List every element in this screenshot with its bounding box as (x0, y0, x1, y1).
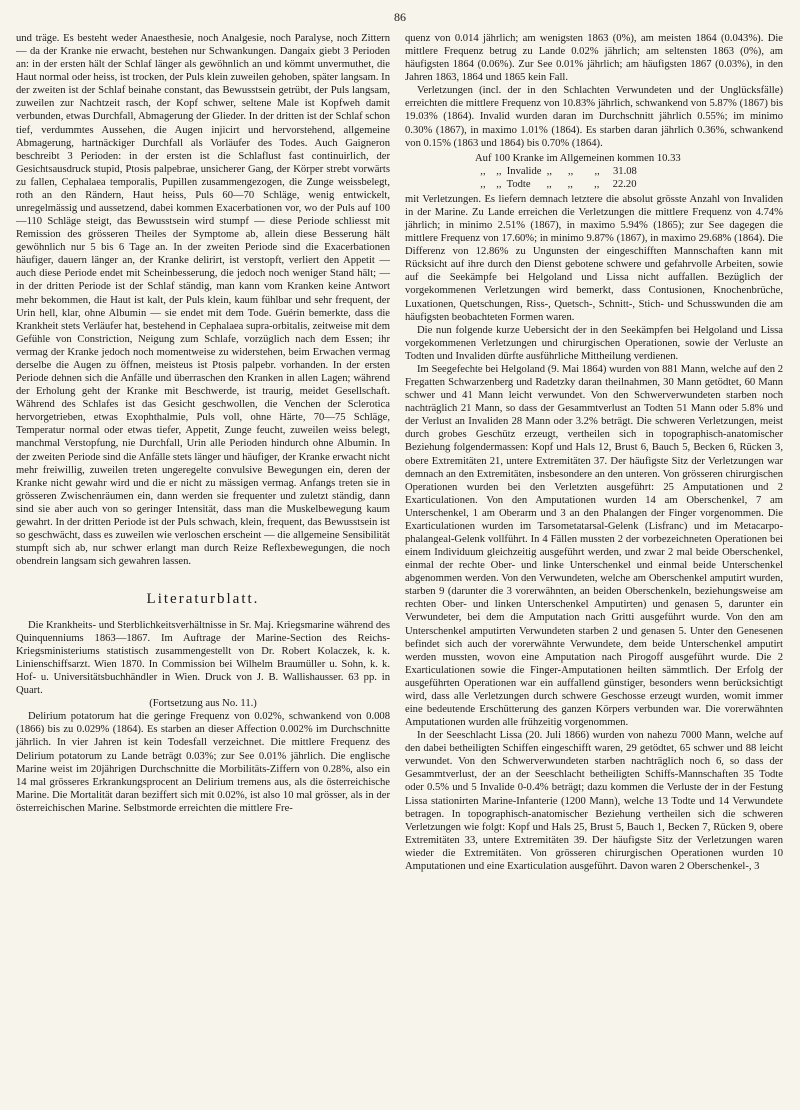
section-heading: Literaturblatt. (146, 591, 260, 608)
stats-line: Auf 100 Kranke im Allgemeinen kommen 10.33 (475, 152, 681, 164)
paragraph: In der Seeschlacht Lissa (20. Juli 1866) wurden von nahezu 7000 Mann, welche auf den dabei betheiligten Schiffen eingeschifft waren, 29 getödtet, 65 schwer und 88 leicht verwundet. Von den Schwerverwundeten starben nachträglich noch 6, so dass der Gesammtverlust, der an der Seeschlacht betheiligten Schiffs-Mannschaften 35 Todte oder 0.5% und 5 Invalide 0-0.4% beträgt; dazu kommen die Verluste der in der Festung Lissa stationirten Marine-Infanterie (1200 Mann), welche 13 Todte und 14 Verwundete betragen. In topographisch-anatomischer Beziehung vertheilen sich die schweren Verletzungen wie folgt: Kopf und Hals 25, Brust 5, Bauch 1, Becken 7, Rücken 9, obere Extremitäten 33, untere Extremitäten 39. Der häufigste Sitz der Verletzungen waren wieder die Extremitäten. Von grösseren chirurgischen Operationen wurden 10 Amputationen und eine Exarticulation ausgeführt. Davon waren 2 Oberschenkel-, 3 (405, 730, 783, 872)
paragraph: Delirium potatorum hat die geringe Frequenz von 0.02%, schwankend von 0.008 (1866) bis zu 0.029% (1864). Es starben an dieser Affection 0.002% im Durchschnitte jährlich. In vier Jahren ist kein Todesfall verzeichnet. Die mittlere Frequenz des Delirium potatorum zu Lande beträgt 0.03%; zur See 0.01% jährlich. Die englische Marine weist im 20jährigen Durchschnitte die Morbilitäts-Ziffern von 0.28%, also ein 14 mal grösseres Erkrankungsprocent an Delirium tremens aus, als die österreichische Marine. Die Mortalität daran beziffert sich mit 0.02%, ist also 10 mal grösser, als in der österreichischen Marine. Selbstmorde erreichten die mittlere Fre- (16, 711, 390, 814)
stats-block (475, 152, 783, 191)
left-column (16, 32, 390, 815)
page-number: 86 (394, 10, 406, 24)
stats-line: ,, ,, Todte ,, ,, ,, 22.20 (475, 178, 637, 190)
stats-line: ,, ,, Invalide ,, ,, ,, 31.08 (475, 165, 637, 177)
paragraph: und träge. Es besteht weder Anaesthesie, noch Analgesie, noch Paralyse, noch Zittern — da der Kranke nie erwacht, bestehen nur Schwankungen. Dangaix giebt 3 Perioden an: in der ersten hält der Schlaf länger als gewöhnlich an und kömmt unvermuthet, die Haut normal oder heiss, ist trocken, der Puls klein zuweilen gehoben, später langsam. In der zweiten ist der Schlaf beinahe constant, das Bewusstsein getrübt, der Puls langsam, zuweilen zur Nachtzeit rasch, der Kopf schwer, seltene Male ist Kopfweh damit verbunden, etwas Durchfall, Abmagerung der Glieder. In der dritten ist der Schlaf schon tief, verdummtes Aussehen, die Augen injicirt und hervorstehend, allgemeine Abmagerung, hartnäckiger Durchfall als Vorläufer des Todes. Auch Gaigneron beschreibt 3 Perioden: in der ersten ist die Schlaflust fast continuirlich, der Gesichtsausdruck stupid, Ptosis palpebrae, unsicherer Gang, der Körper strebt vorwärts zu fallen, Cephalaea temporalis, Pupillen zusammengezogen, die Zunge weissbelegt, roth an den Rändern, Haut heiss, Puls 60—70 Schläge, wenig entwickelt, unregelmässig und aussetzend, dabei kommen Exacerbationen vor, wo der Puls auf 100—110 Schläge steigt, das Bewusstsein wird stumpf — diese Periode schliesst mit Remission des grösseren Theiles der Symptome ab, allein diese Besserung hält gewöhnlich nur 5 bis 6 Tage an. In der zweiten Periode sind die Exacerbationen häufiger, dauern länger an, der Kranke delirirt, ist verstopft, verliert den Appetit — auch diese Periode endet mit Scheinbesserung, die jedoch noch weniger Stand hält; — in der dritten Periode ist der Schlaf ständig, man kann vom Kranken keine Antwort mehr bekommen, die Haut ist kalt, der Puls klein, kaum fühlbar und sehr frequent, der Urin hell, klar, ohne Albumin — sie endet mit dem Tode. Guérin bemerkte, dass die Krankheit stets Verläufer hat, bestehend in Cephalaea supra-orbitalis, zeitweise mit dem Gefühle von Constriction, Neigung zum Schlafe, vorzüglich nach dem Essen; ihr vermag der Kranke jedoch noch momentweise zu widerstehen, beim Erwachen vermag derselbe die Augen zu öffnen, meisteus ist Ptosis palpebr. vorhanden. In der ersten Periode dehnen sich die Anfälle und überraschen den Kranken in allen Lagen; während der Erholung geht der Kranke mit Beschwerde, ist traurig, meidet Gesellschaft. Während des Schlafes ist das Gesicht geschwollen, die Venchen der Sclerotica hervorgetrieben, etwas Exophthalmie, Puls voll, ohne Härte, 70—75 Schläge, Temperatur normal oder etwas tiefer, Appetit, Zunge feucht, zuweilen weiss belegt, manchmal Verstopfung, nie Durchfall, Urin alle Perioden hindurch ohne Albumin. In der zweiten Periode sind die Anfälle stets länger und häufiger, der Kranke erwacht nicht mehr freiwillig, zuweilen treten ungeregelte convulsive Bewegungen ein, deren der Kranke nicht gewahr wird und die er nicht zu mässigen vermag. Anfangs treten sie in grösseren Zwischenräumen ein, dann werden sie frequenter und zuletzt ständig, dann sind sie aber auch von so geringer Intensität, dass man die Muskelbewegung kaum gewahrt. In der dritten Periode ist der Puls schwach, klein, frequent, das Bewusstsein ist so geschwächt, dass es zuweilen wie verloschen erscheint — die allgemeine Sensibilität stumpft sich ab, nur schwer erlangt man durch Reize Reflexbewegungen, die noch obendrein langsam sich gewahren lassen. (16, 33, 390, 568)
paragraph: Im Seegefechte bei Helgoland (9. Mai 1864) wurden von 881 Mann, welche auf den 2 Fregatten Schwarzenberg und Radetzky daran theilnahmen, 30 Mann getödtet, 60 Mann schwer und 41 Mann leicht verwundet. Von den Schwerverwundeten starben noch nachträglich 21 Mann, so dass der Gesammtverlust an Todten 51 Mann oder 5.8% und der Verlust an Invaliden 28 Mann oder 3.2% beträgt. Die schweren Verletzungen, meist durch grobes Geschütz erzeugt, vertheilen sich in topographisch-anatomischer Beziehung folgendermassen: Kopf und Hals 12, Brust 6, Bauch 5, Becken 6, Rücken 3, obere Extremitäten 21, untere Extremitäten 37. Der häufigste Sitz der Verletzungen war demnach an den Extremitäten, insbesondere an den unteren. Von grösseren chirurgischen Operationen wurden bei den Verletzten ausgeführt: 25 Amputationen und 2 Exarticulationen. Von den Amputationen wurden 14 am Oberschenkel, 7 am Unterschenkel, 1 am Oberarm und 3 an den Phalangen der Finger vorgenommen. Die Exarticulationen wurden im Tarsometatarsal-Gelenk (Lisfranc) und im Metacarpo-phalangeal-Gelenk vollführt. In 4 Fällen mussten 2 der vorbezeichneten Operationen bei einem Individuum gleichzeitig ausgeführt werden, und zwar 2 mal beide Oberschenkel, einmal der rechte Ober- und linke Unterschenkel und einmal beide Unterschenkel abgenommen werden. Von den Verwundeten, welche am Oberschenkel amputirt wurden, starben 9 (darunter die 3 vorerwähnten, an beiden Oberschenkeln, beziehungsweise am rechten Ober- und linken Unterschenkel Amputirten) und genasen 5, darunter ein Verwundeter, bei dem die Amputation nach Gritti ausgeführt wurde. Von den am Unterschenkel amputirten Verwundeten starben 2 und genasen 5. Unter den Genesenen befindet sich auch der vorerwähnte Verwundete, dem beide Unterschenkel amputirt werden mussten, wovon eine Amputation nach Pirogoff ausgeführt wurde. Die 2 Exarticulationen sowie die Finger-Amputationen heilten sämmtlich. Der Erfolg der ausgeführten Operationen war ein auffallend günstiger, besonders wenn berücksichtigt wird, dass alle Verletzungen durch schwere Geschosse erzeugt wurden, womit immer eine bedeutende Erschütterung des ganzen Körpers verbunden war. Die vorerwähnten Amputationen wurden alle frühzeitig vorgenommen. (405, 363, 783, 729)
continuation-note: (Fortsetzung aus No. 11.) (149, 698, 257, 710)
paragraph: Die nun folgende kurze Uebersicht der in den Seekämpfen bei Helgoland und Lissa vorgekommenen Verletzungen und chirurgischen Operationen, sowie der Verluste an Todten und Invaliden dürfte ausführliche Mittheilung verdienen. (405, 324, 783, 362)
citation: Die Krankheits- und Sterblichkeitsverhältnisse in Sr. Maj. Kriegsmarine während des Quinquenniums 1863—1867. Im Auftrage der Marine-Section des Reichs-Kriegsministeriums statistisch zusammengestellt von Dr. Robert Kolaczek, k. k. Linienschiffsarzt. Wien 1870. In Commission bei Wilhelm Braumüller u. Sohn, k. k. Hof- u. Universitätsbuchhändler in Wien. Druck von J. B. Wallishausser. 63 pp. in Quart. (16, 619, 390, 697)
paragraph: mit Verletzungen. Es liefern demnach letztere die absolut grösste Anzahl von Invaliden in der Marine. Zu Lande erreichen die Verletzungen die mittlere Frequenz von 4.74% jährlich; in minimo 2.51% (1867), in maximo 5.94% (1865); zur See dagegen die mittlere Frequenz von 17.60%; in minimo 9.87% (1867), in maximo 29.68% (1864). Die Differenz von 12.86% zu Ungunsten der eingeschifften Mannschaften kann mit Rücksicht auf ihre durch den Dienst gebotene schwere und gefahrvolle Arbeiten, sowie auf die Seekämpfe bei Helgoland und Lissa nicht auffallen. Bezüglich der vorgekommenen Verletzungen wird bemerkt, dass Contusionen, Knochenbrüche, Luxationen, Quetschungen, Riss-, Quetsch-, Schnitt-, Stich- und Schusswunden die am häufigsten beobachteten Formen waren. (405, 193, 783, 323)
paragraph: quenz von 0.014 jährlich; am wenigsten 1863 (0%), am meisten 1864 (0.043%). Die mittlere Frequenz betrug zu Lande 0.02% jährlich; am seltensten 1863 (0%), am häufigsten 1864 (0.06%). Zur See 0.01% jährlich; am häufigsten 1867 (0.03%), in den Jahren 1863, 1864 und 1865 kein Fall. (405, 33, 783, 84)
paragraph: Verletzungen (incl. der in den Schlachten Verwundeten und der Unglücksfälle) erreichten die mittlere Frequenz von 10.83% jährlich, schwankend von 5.87% (1867) bis 19.03% (1864). Invalid wurden daran im Durchschnitt jährlich 0.55%; im minimo 0.30% (1867), in maximo 1.01% (1864). Es starben daran jährlich 0.36%, schwankend von 0.15% (1863 und 1864) bis 0.70% (1864). (405, 85, 783, 149)
right-column (405, 32, 783, 873)
